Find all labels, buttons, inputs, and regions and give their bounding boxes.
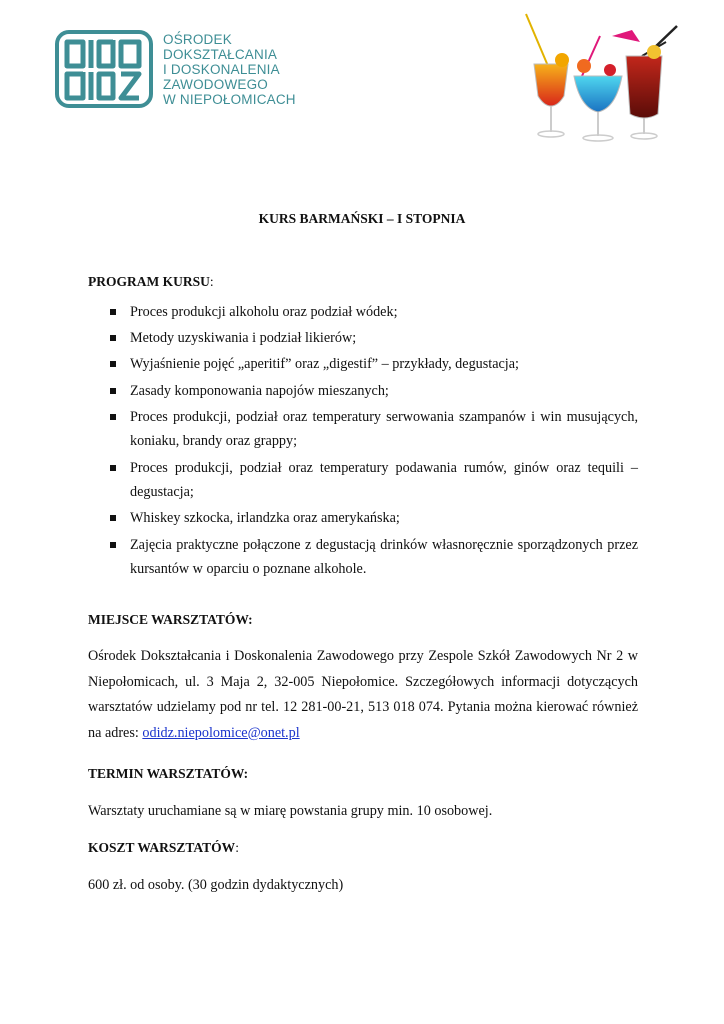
cost-text: 600 zł. od osoby. (30 godzin dydaktycznych): [88, 877, 344, 893]
odidz-logo-icon: [55, 30, 153, 108]
logo-line: DOKSZTAŁCANIA: [163, 47, 278, 62]
program-heading-colon: :: [209, 274, 214, 289]
logo-text: [163, 32, 296, 107]
list-item: Zasady komponowania napojów mieszanych;: [88, 379, 638, 404]
organization-logo: [55, 30, 296, 108]
location-body: Ośrodek Dokształcania i Doskonalenia Zawodowego przy Zespole Szkół Zawodowych Nr 2 w Niepołomicach, ul. 3 Maja 2, 32-005 Niepołomice. Szczegółowych informacji dotyczących warsztatów udzielamy pod nr tel. 12 281-00-21, 513 018 074. Pytania można kierować również na adres:: [88, 648, 638, 741]
logo-line: ZAWODOWEGO: [163, 77, 268, 92]
cost-heading-colon: :: [235, 840, 239, 855]
program-heading: [88, 274, 214, 290]
email-link[interactable]: odidz.niepolomice@onet.pl: [142, 724, 300, 741]
list-item: Proces produkcji, podział oraz temperatury serwowania szampanów i win musujących, koniaku, brandy oraz grappy;: [88, 405, 638, 454]
location-heading: MIEJSCE WARSZTATÓW:: [88, 612, 253, 627]
term-text: Warsztaty uruchamiane są w miarę powstania grupy min. 10 osobowej.: [88, 803, 493, 819]
list-item: Metody uzyskiwania i podział likierów;: [88, 326, 638, 351]
list-item: Proces produkcji alkoholu oraz podział wódek;: [88, 300, 638, 325]
program-heading-text: PROGRAM KURSU: [88, 274, 210, 289]
list-item: Proces produkcji, podział oraz temperatury podawania rumów, ginów oraz tequili – degustacja;: [88, 456, 638, 505]
cost-heading-text: KOSZT WARSZTATÓW: [88, 840, 236, 855]
list-item: Whiskey szkocka, irlandzka oraz amerykańska;: [88, 506, 638, 531]
logo-line: W NIEPOŁOMICACH: [163, 92, 296, 107]
program-list: [88, 300, 638, 583]
document-title: KURS BARMAŃSKI – I STOPNIA: [258, 211, 466, 226]
term-heading: TERMIN WARSZTATÓW:: [88, 766, 249, 781]
logo-line: OŚRODEK: [163, 32, 232, 47]
list-item: Wyjaśnienie pojęć „aperitif” oraz „digestif” – przykłady, degustacja;: [88, 352, 638, 377]
cocktail-glasses-illustration: [512, 6, 692, 146]
cost-heading: [88, 840, 239, 856]
logo-line: I DOSKONALENIA: [163, 62, 280, 77]
list-item: Zajęcia praktyczne połączone z degustacją drinków własnoręcznie sporządzonych przez kursantów w oparciu o poznane alkohole.: [88, 533, 638, 582]
location-text: [88, 644, 638, 746]
